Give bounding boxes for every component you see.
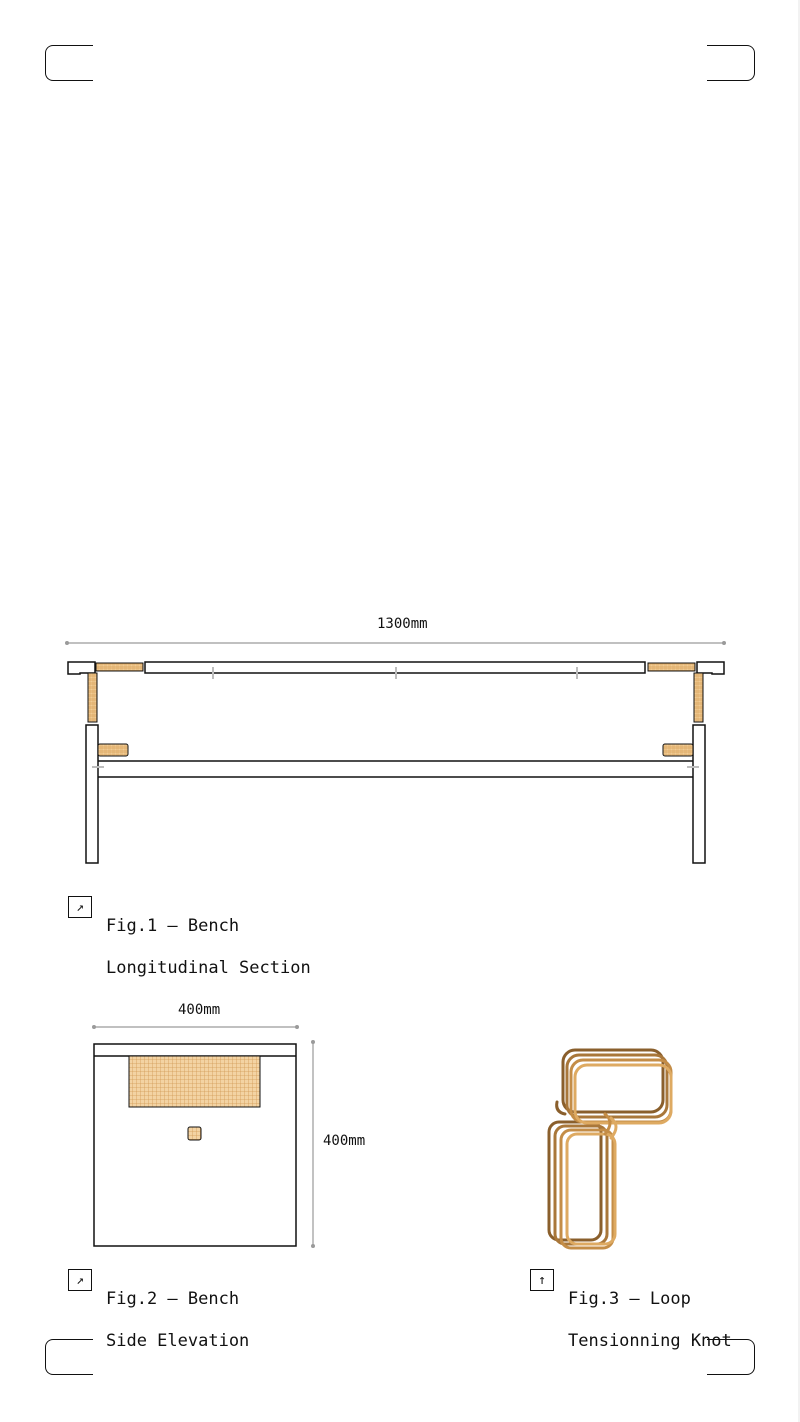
fig2-caption-title: Fig.2 – Bench <box>106 1289 240 1309</box>
frame-corner-top-right <box>707 45 755 81</box>
fig3-lower-loop <box>549 1122 615 1248</box>
fig2-caption-text <box>106 1268 249 1373</box>
fig3-caption-title: Fig.3 – Loop <box>568 1289 691 1309</box>
fig1-caption <box>68 895 311 1000</box>
fig1-caption-subtitle: Longitudinal Section <box>106 958 311 978</box>
fig1-caption-text <box>106 895 311 1000</box>
fig1-dimension-label: 1300mm <box>377 616 428 632</box>
fig2-caption-subtitle: Side Elevation <box>106 1331 250 1351</box>
fig3-caption <box>530 1268 732 1373</box>
fig2-peg <box>188 1127 201 1140</box>
fig2-side-elevation-drawing <box>80 1015 340 1255</box>
fig2-height-label: 400mm <box>323 1133 366 1149</box>
fig1-knots <box>92 744 699 767</box>
fig3-caption-subtitle: Tensionning Knot <box>568 1331 732 1351</box>
arrow-up-icon[interactable]: ↑ <box>530 1269 554 1291</box>
fig1-caption-title: Fig.1 – Bench <box>106 916 240 936</box>
fig1-longitudinal-section-drawing <box>0 630 800 890</box>
fig1-stretcher <box>98 761 693 777</box>
fig3-upper-loop <box>563 1050 671 1123</box>
fig1-dimension-line <box>65 641 726 645</box>
fig2-caption <box>68 1268 249 1373</box>
fig1-legs <box>86 725 705 863</box>
arrow-up-right-icon[interactable]: ↗ <box>68 896 92 918</box>
fig3-loop-knot-drawing <box>545 1042 685 1252</box>
fig3-caption-text <box>568 1268 732 1373</box>
fig2-height-dimension <box>311 1040 315 1248</box>
fig2-width-label: 400mm <box>178 1002 221 1018</box>
fig2-woven-panel <box>129 1056 260 1107</box>
arrow-up-right-icon[interactable]: ↗ <box>68 1269 92 1291</box>
frame-corner-top-left <box>45 45 93 81</box>
fig2-width-dimension <box>92 1025 299 1029</box>
